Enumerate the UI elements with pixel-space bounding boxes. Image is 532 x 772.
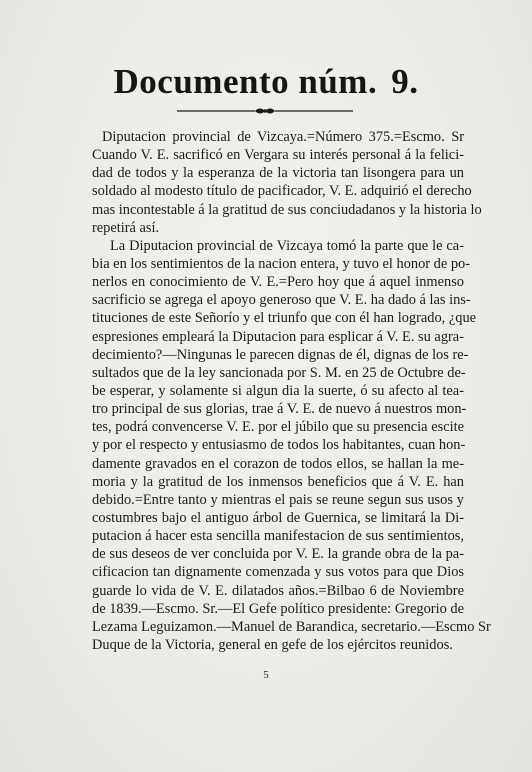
text-line: sacrificio se agrega el apoyo generoso que V. E. ha dado á las ins- (92, 292, 471, 309)
text-line: tro principal de sus glorias, trae á V. E. de nuevo á nuestros mon- (92, 401, 467, 418)
text-line: debido.=Entre tanto y mientras el pais se reune segun sus usos y (92, 491, 464, 508)
text-line: de sus deseos de ver concluida por V. E. la grande obra de la pa- (92, 546, 464, 563)
text-line: Lezama Leguizamon.—Manuel de Barandica, secretario.—Escmo Sr (92, 618, 491, 635)
text-line: costumbres bajo el antiguo árbol de Guernica, se limitará la Di- (92, 509, 464, 526)
text-line: putacion á hacer esta sencilla manifestacion de sus sentimientos, (92, 528, 464, 545)
text-line: guarde lo vida de V. E. dilatados años.=Bilbao 6 de Noviembre (92, 582, 464, 599)
text-line: repetirá así. (92, 219, 160, 236)
page-number: 5 (263, 669, 269, 681)
text-line: espresiones empleará la Diputacion para esplicar á V. E. su agra- (92, 328, 464, 345)
text-line: mas incontestable á la gratitud de sus conciudadanos y la historia lo (92, 201, 482, 218)
text-line: moria y la gratitud de los inmensos beneficios que á V. E. han (92, 473, 464, 490)
text-line: soldado al modesto título de pacificador, V. E. adquirió el derecho (92, 183, 472, 200)
text-line: Diputacion provincial de Vizcaya.=Número 375.=Escmo. Sr (102, 129, 464, 145)
text-line: damente gravados en el corazon de todos ellos, se hallan la me- (92, 455, 464, 472)
text-line: de 1839.—Escmo. Sr.—El Gefe político presidente: Gregorio de (92, 600, 464, 617)
document-number: 9. (391, 62, 419, 101)
text-line: tituciones de este Señorío y el triunfo que con él han logrado, ¿que (92, 310, 477, 327)
text-line: decimiento?—Ningunas le parecen dignas de él, dignas de los re- (92, 346, 469, 363)
document-title (0, 62, 532, 102)
text-line: nerlos en conocimiento de V. E.=Pero hoy que á aquel inmenso (92, 274, 464, 291)
title-text: Documento núm. (113, 62, 378, 101)
document-body (92, 128, 491, 654)
text-line: La Diputacion provincial de Vizcaya tomó la parte que le ca- (110, 237, 464, 254)
text-line: Cuando V. E. sacrificó en Vergara su interés personal á la felici- (92, 147, 464, 164)
ornament-rule (175, 106, 355, 116)
text-line: be esperar, y solamente si algun dia la suerte, ó su afecto al tea- (92, 382, 464, 399)
text-line: sultados que de la ley sancionada por S. M. en 25 de Octubre de- (92, 364, 466, 381)
text-line: y por el respecto y entusiasmo de todos los habitantes, cuan hon- (92, 437, 466, 454)
text-line: dad de todos y la esperanza de la victoria tan lisongera para un (92, 165, 464, 182)
text-line: bia en los sentimientos de la nacion entera, y tuvo el honor de po- (92, 255, 471, 272)
text-line: cificacion tan dignamente comenzada y sus votos para que Dios (92, 564, 464, 581)
text-line: Duque de la Victoria, general en gefe de los ejércitos reunidos. (92, 636, 453, 653)
text-line: tes, podrá convencerse V. E. por el júbilo que su presencia escite (92, 419, 464, 436)
